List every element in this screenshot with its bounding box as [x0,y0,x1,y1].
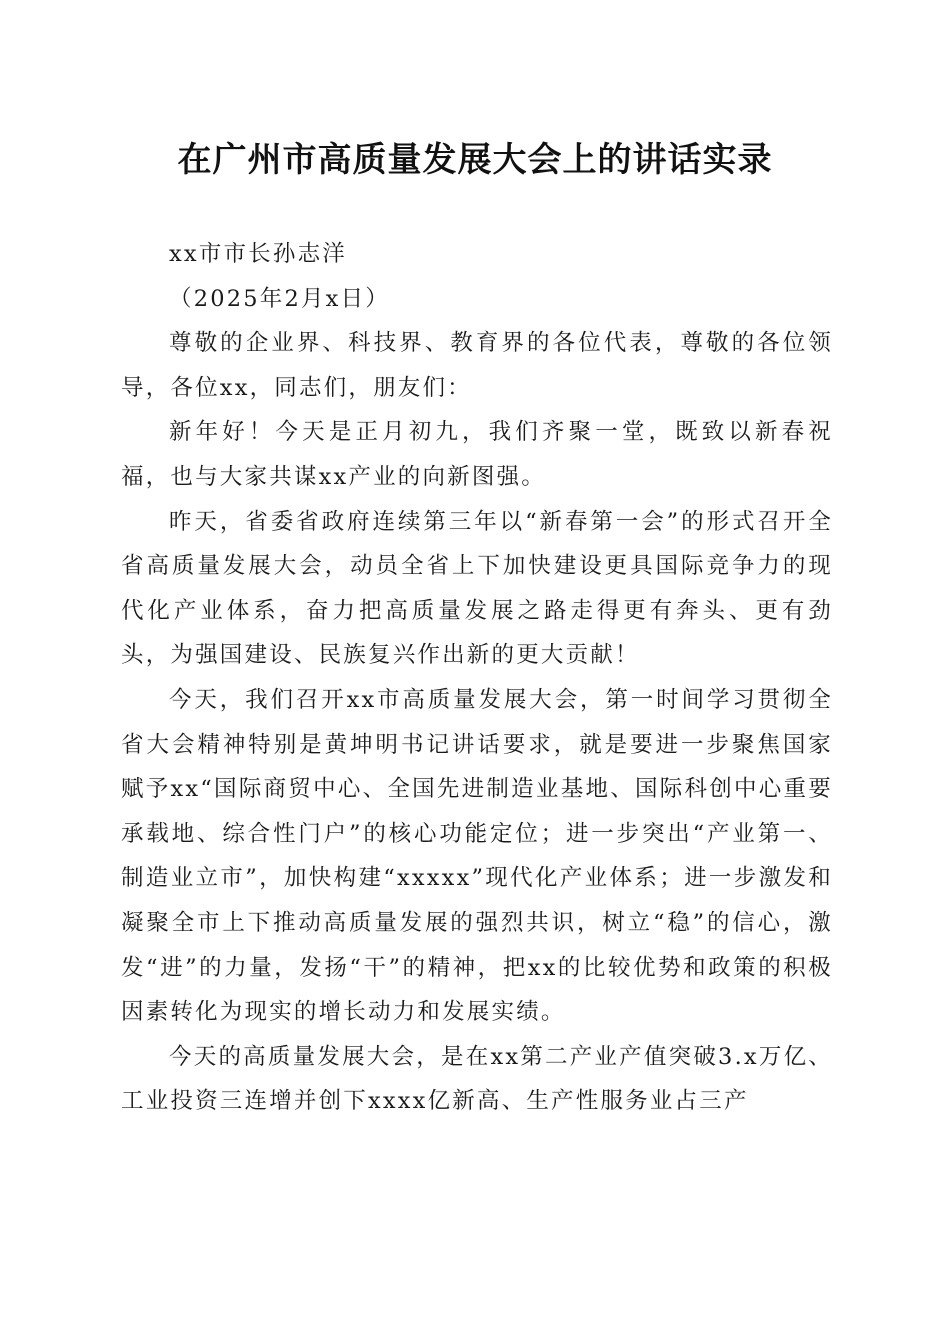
body-paragraph: 今天的高质量发展大会，是在xx第二产业产值突破3.x万亿、工业投资三连增并创下xxxx亿新高、生产性服务业占三产 [121,1043,833,1115]
speaker-line: xx市市长孙志洋 [169,241,347,267]
body-paragraph: 新年好！今天是正月初九，我们齐聚一堂，既致以新春祝福，也与大家共谋xx产业的向新图强。 [121,419,833,490]
body-paragraph: 今天，我们召开xx市高质量发展大会，第一时间学习贯彻全省大会精神特别是黄坤明书记讲话要求，就是要进一步聚焦国家赋予xx“国际商贸中心、全国先进制造业基地、国际科创中心重要承载地、综合性门户”的核心功能定位；进一步突出“产业第一、制造业立市”，加快构建“xxxxx”现代化产业体系；进一步激发和凝聚全市上下推动高质量发展的强烈共识，树立“稳”的信心，激发“进”的力量，发扬“干”的精神，把xx的比较优势和政策的积极因素转化为现实的增长动力和发展实绩。 [121,686,833,1026]
date-line: （2025年2月x日） [169,285,390,312]
body-paragraph: 尊敬的企业界、科技界、教育界的各位代表，尊敬的各位领导，各位xx，同志们，朋友们： [121,330,833,401]
document-title: 在广州市高质量发展大会上的讲话实录 [177,140,773,180]
body-paragraph: 昨天，省委省政府连续第三年以“新春第一会”的形式召开全省高质量发展大会，动员全省上下加快建设更具国际竞争力的现代化产业体系，奋力把高质量发展之路走得更有奔头、更有劲头，为强国建设、民族复兴作出新的更大贡献！ [121,508,833,669]
document-body [121,232,833,1124]
